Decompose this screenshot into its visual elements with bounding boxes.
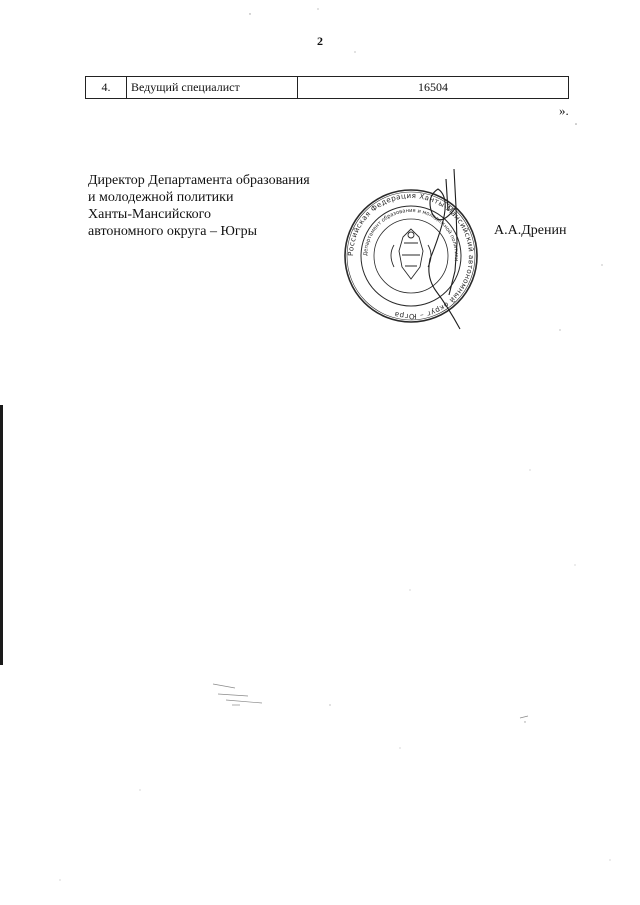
signatory-name: А.А.Дренин <box>494 223 567 238</box>
signatory-title-line: автономного округа – Югры <box>88 224 257 239</box>
table-cell-position: Ведущий специалист <box>127 77 298 99</box>
table-cell-salary: 16504 <box>298 77 569 99</box>
page-number: 2 <box>317 34 323 48</box>
signatory-title-line: Директор Департамента образования <box>88 173 310 188</box>
closing-quote: ». <box>559 103 569 118</box>
table-cell-number: 4. <box>86 77 127 99</box>
signatory-title-line: Ханты-Мансийского <box>88 207 212 222</box>
seal-outer-text: Российская Федерация Ханты-Мансийский автономный округ – Югра <box>345 190 477 322</box>
signatory-title-line: и молодежной политики <box>88 190 234 205</box>
seal-inner-text: Департамент образования и молодежной политики <box>362 207 460 262</box>
